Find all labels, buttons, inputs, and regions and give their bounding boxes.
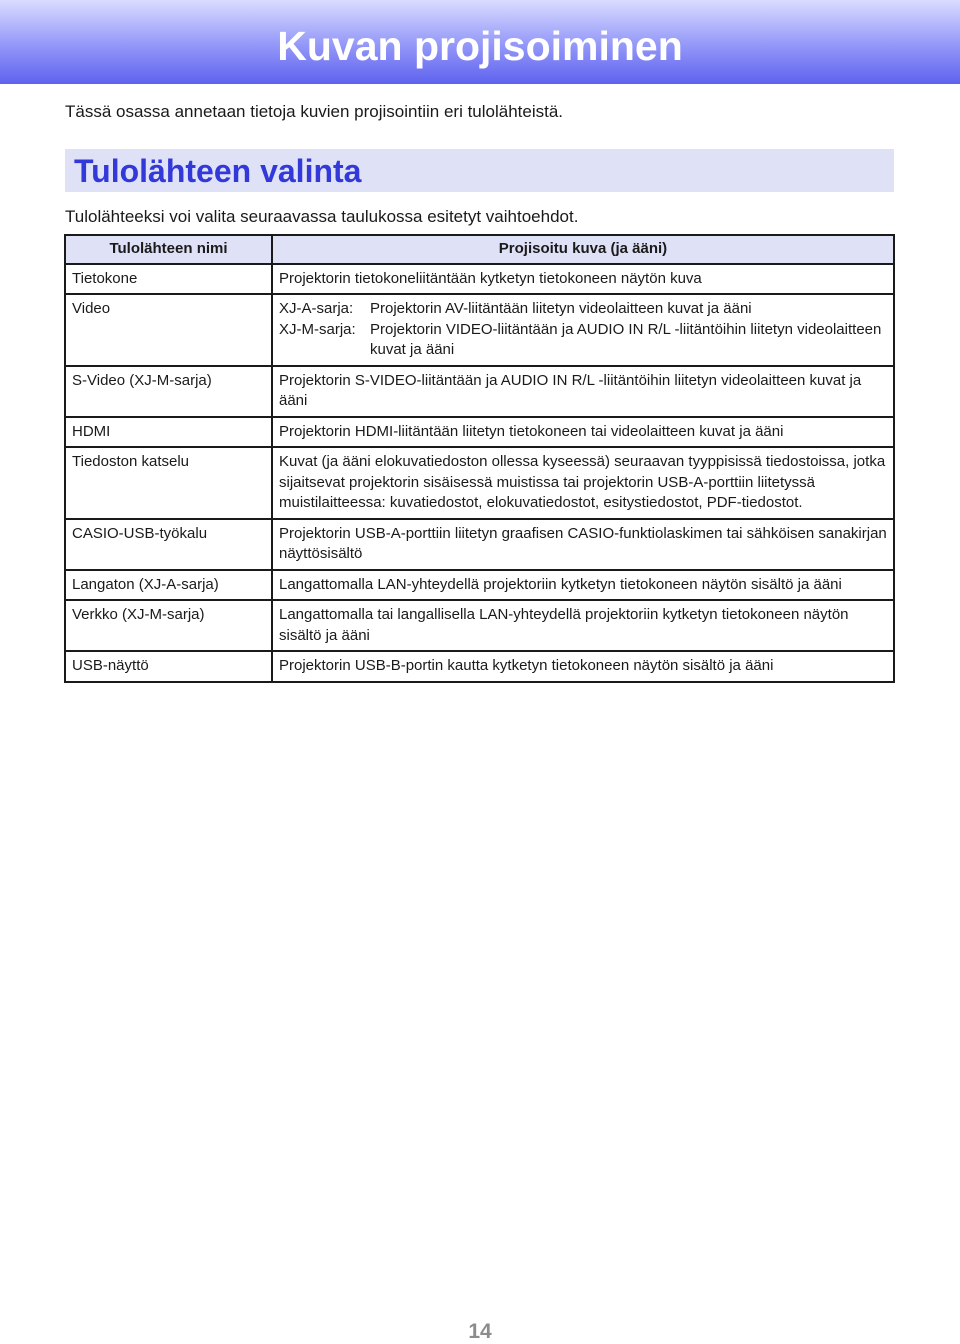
section-lead-text: Tulolähteeksi voi valita seuraavassa taulukossa esitetyt vaihtoehdot. [65,207,579,226]
series-description: Projektorin AV-liitäntään liitetyn videolaitteen kuvat ja ääni [370,300,752,317]
table-row [65,600,894,651]
input-source-table [64,234,895,683]
series-line [279,299,887,320]
table-row [65,570,894,601]
description-cell: Projektorin tietokoneliitäntään kytketyn tietokoneen näytön kuva [272,264,894,295]
table-row [65,366,894,417]
column-header-projected-image: Projisoitu kuva (ja ääni) [272,235,894,264]
series-description: Projektorin VIDEO-liitäntään ja AUDIO IN R/L -liitäntöihin liitetyn videolaitteen kuvat ja ääni [370,320,882,358]
source-name-cell: HDMI [65,417,272,448]
header-banner [0,0,960,84]
source-name-cell: Verkko (XJ-M-sarja) [65,600,272,651]
page-number: 14 [468,1320,492,1343]
section-heading-bar [65,149,894,192]
source-name-cell: USB-näyttö [65,651,272,682]
table-row [65,294,894,366]
description-cell: Kuvat (ja ääni elokuvatiedoston ollessa kyseessä) seuraavan tyyppisissä tiedostoissa, jotka sijaitsevat projektorin sisäisessä muistissa tai projektorin USB-A-porttiin liitetyssä muistilaitteessa: kuvatiedostot, elokuvatiedostot, esitystiedostot, PDF-tiedostot. [272,447,894,519]
intro-text: Tässä osassa annetaan tietoja kuvien projisointiin eri tulolähteistä. [65,102,564,121]
table-row [65,651,894,682]
description-cell: Projektorin USB-B-portin kautta kytketyn tietokoneen näytön sisältö ja ääni [272,651,894,682]
description-cell: Projektorin HDMI-liitäntään liitetyn tietokoneen tai videolaitteen kuvat ja ääni [272,417,894,448]
description-cell: Projektorin USB-A-porttiin liitetyn graafisen CASIO-funktiolaskimen tai sähköisen sanakirjan näyttösisältö [272,519,894,570]
description-cell: Langattomalla tai langallisella LAN-yhteydellä projektoriin kytketyn tietokoneen näytön sisältö ja ääni [272,600,894,651]
source-name-cell: Langaton (XJ-A-sarja) [65,570,272,601]
source-name-cell: S-Video (XJ-M-sarja) [65,366,272,417]
table-row [65,417,894,448]
table-header-row [65,235,894,264]
table-row [65,447,894,519]
table-row [65,264,894,295]
source-name-cell: Video [65,294,272,366]
column-header-source-name: Tulolähteen nimi [65,235,272,264]
description-cell: Langattomalla LAN-yhteydellä projektoriin kytketyn tietokoneen näytön sisältö ja ääni [272,570,894,601]
source-name-cell: Tiedoston katselu [65,447,272,519]
series-label: XJ-A-sarja: [279,300,354,317]
table-row [65,519,894,570]
description-cell [272,294,894,366]
source-name-cell: CASIO-USB-työkalu [65,519,272,570]
source-name-cell: Tietokone [65,264,272,295]
series-label: XJ-M-sarja: [279,320,356,338]
page-title: Kuvan projisoiminen [277,23,683,69]
section-title: Tulolähteen valinta [74,153,362,189]
description-cell: Projektorin S-VIDEO-liitäntään ja AUDIO IN R/L -liitäntöihin liitetyn videolaitteen kuvat ja ääni [272,366,894,417]
series-line [279,320,887,361]
